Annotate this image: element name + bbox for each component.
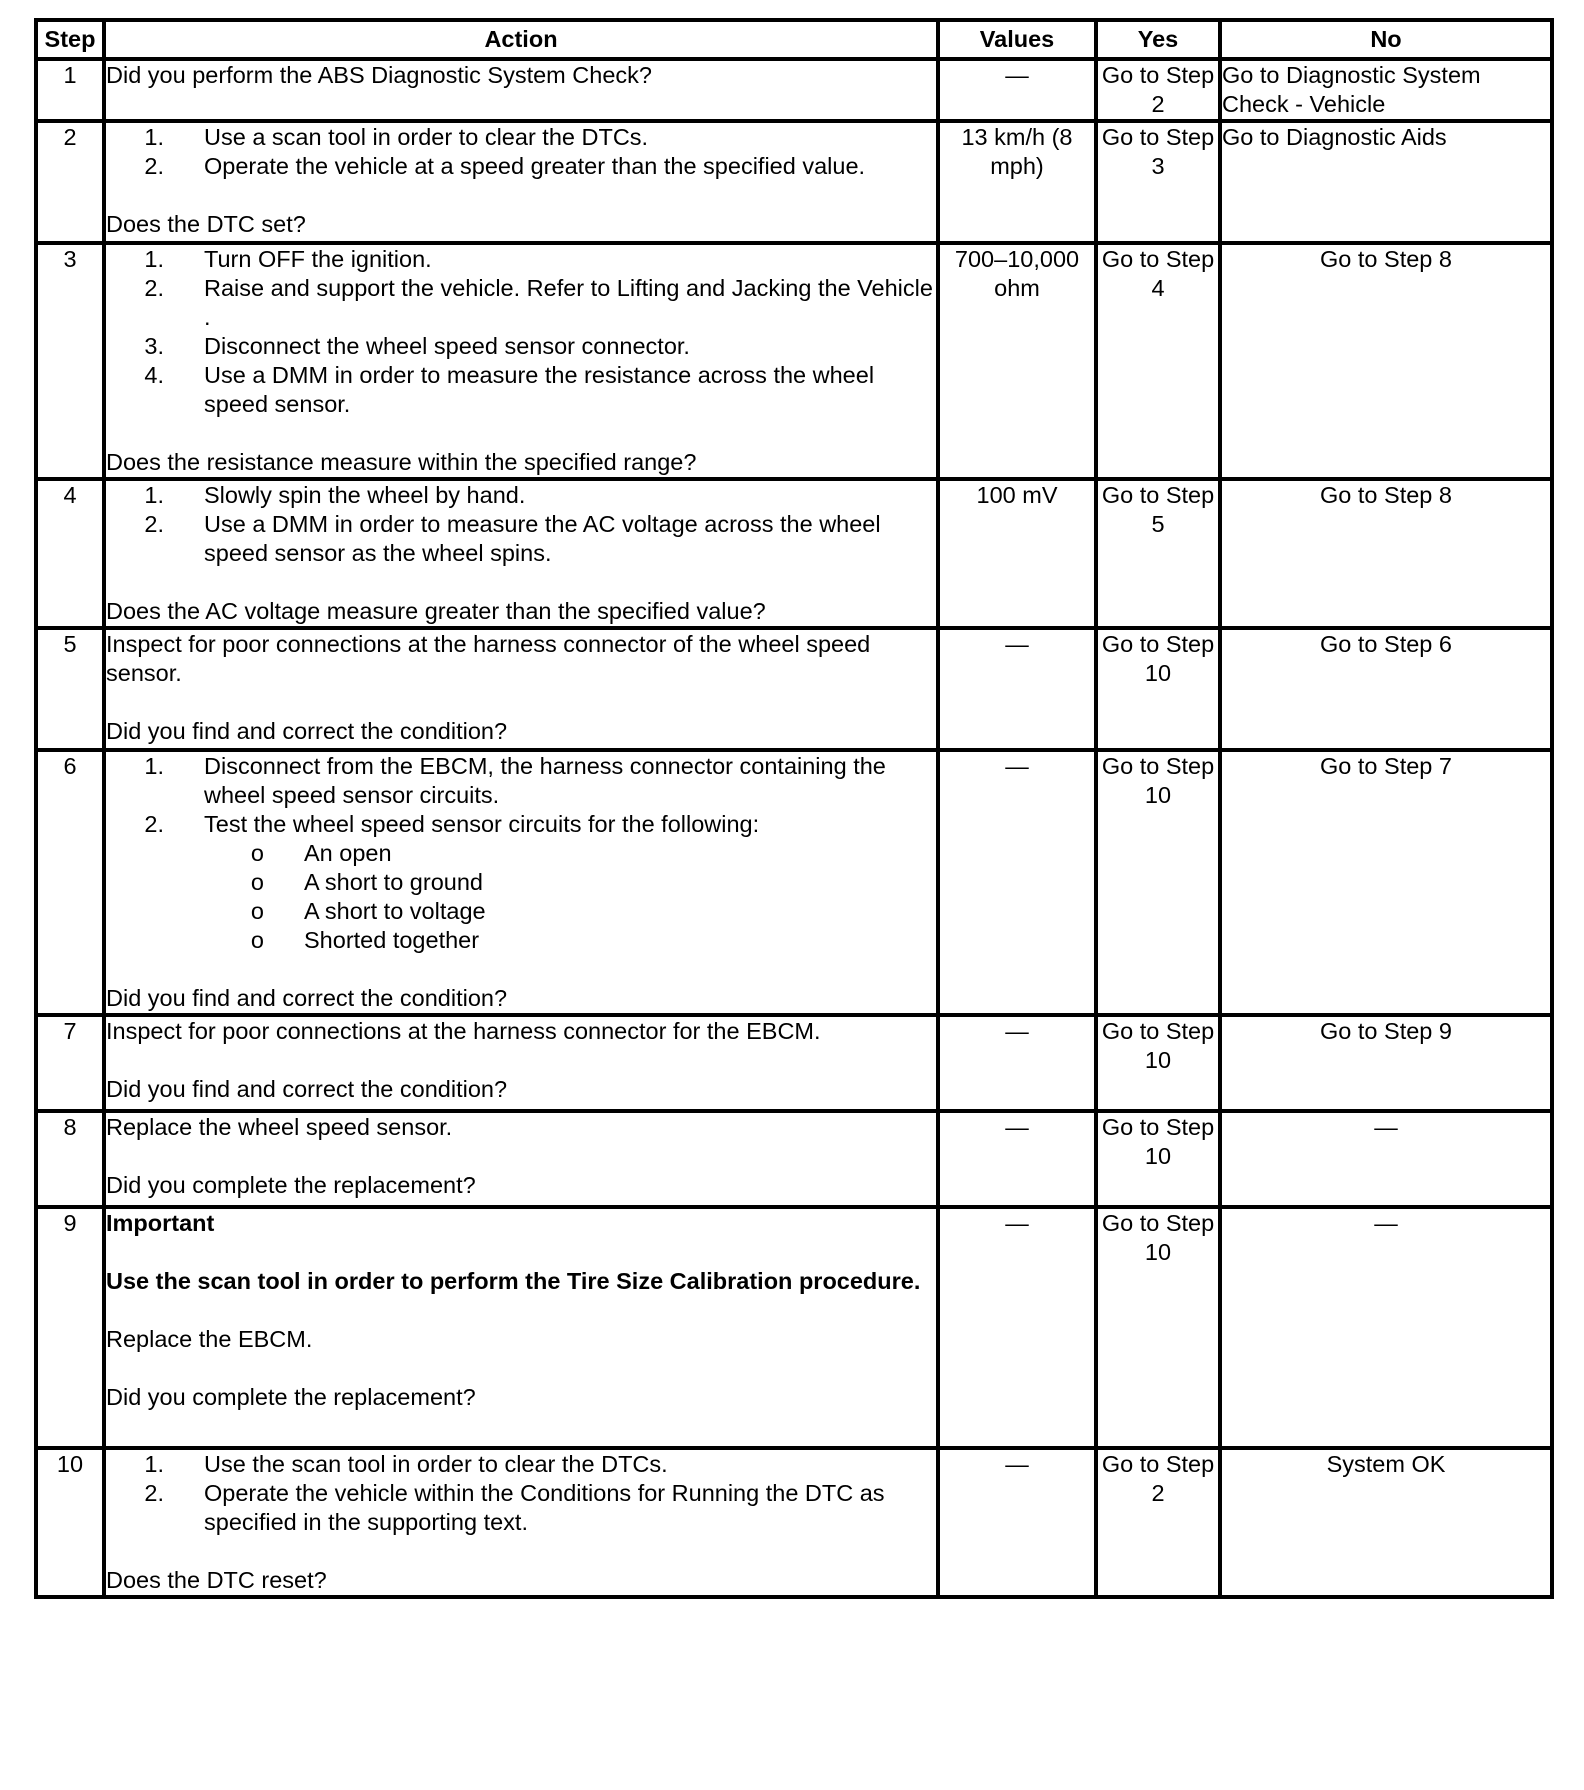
action-cell — [104, 1015, 938, 1111]
question-text: Did you find and correct the condition? — [106, 718, 508, 744]
action-text: Inspect for poor connections at the harness connector of the wheel speed sensor. — [106, 631, 871, 686]
numbered-list — [106, 245, 936, 419]
action-text: Inspect for poor connections at the harness connector for the EBCM. — [106, 1018, 821, 1044]
yes-cell: Go to Step 10 — [1096, 1015, 1220, 1111]
no-cell: Go to Diagnostic Aids — [1220, 121, 1552, 243]
table-row — [36, 628, 1552, 750]
numbered-list — [106, 123, 936, 181]
values-cell: — — [938, 1111, 1096, 1207]
question-text: Does the DTC set? — [106, 211, 306, 237]
step-number: 6 — [36, 750, 104, 1015]
values-cell: — — [938, 1448, 1096, 1597]
yes-cell: Go to Step 10 — [1096, 1111, 1220, 1207]
diagnostic-table — [34, 18, 1554, 1599]
table-row — [36, 243, 1552, 479]
numbered-list — [106, 752, 936, 839]
bullet-list — [106, 839, 936, 955]
step-number: 5 — [36, 628, 104, 750]
values-cell: — — [938, 628, 1096, 750]
important-text: Use the scan tool in order to perform the Tire Size Calibration procedure. — [106, 1268, 921, 1294]
step-number: 9 — [36, 1207, 104, 1448]
yes-cell: Go to Step 5 — [1096, 479, 1220, 628]
step-number: 1 — [36, 59, 104, 121]
list-item: 1. Turn OFF the ignition. — [144, 246, 432, 272]
action-cell — [104, 121, 938, 243]
step-number: 3 — [36, 243, 104, 479]
values-cell: — — [938, 750, 1096, 1015]
step-number: 4 — [36, 479, 104, 628]
action-cell — [104, 1207, 938, 1448]
no-cell: Go to Step 8 — [1220, 243, 1552, 479]
values-cell: 700–10,000 ohm — [938, 243, 1096, 479]
list-item: 2. Operate the vehicle within the Conditions for Running the DTC as specified in the supporting text. — [144, 1480, 885, 1535]
table-row — [36, 59, 1552, 121]
yes-cell: Go to Step 10 — [1096, 750, 1220, 1015]
yes-cell: Go to Step 10 — [1096, 1207, 1220, 1448]
header-no: No — [1220, 20, 1552, 59]
yes-cell: Go to Step 2 — [1096, 59, 1220, 121]
list-item: 1. Slowly spin the wheel by hand. — [144, 482, 526, 508]
action-cell — [104, 628, 938, 750]
yes-cell: Go to Step 10 — [1096, 628, 1220, 750]
question-text: Does the AC voltage measure greater than the specified value? — [106, 598, 766, 624]
question-text: Did you perform the ABS Diagnostic System Check? — [106, 62, 652, 88]
list-item: 1. Use a scan tool in order to clear the DTCs. — [144, 124, 649, 150]
header-step: Step — [36, 20, 104, 59]
table-row — [36, 750, 1552, 1015]
values-cell: — — [938, 1207, 1096, 1448]
no-cell: Go to Diagnostic System Check - Vehicle — [1220, 59, 1552, 121]
yes-cell: Go to Step 2 — [1096, 1448, 1220, 1597]
question-text: Did you complete the replacement? — [106, 1172, 476, 1198]
values-cell: 13 km/h (8 mph) — [938, 121, 1096, 243]
yes-cell: Go to Step 3 — [1096, 121, 1220, 243]
no-cell: Go to Step 9 — [1220, 1015, 1552, 1111]
list-item: 1. Disconnect from the EBCM, the harness connector containing the wheel speed sensor circuits. — [144, 753, 886, 808]
table-row — [36, 479, 1552, 628]
no-cell: Go to Step 7 — [1220, 750, 1552, 1015]
step-number: 2 — [36, 121, 104, 243]
table-row — [36, 121, 1552, 243]
table-row — [36, 1448, 1552, 1597]
action-cell — [104, 479, 938, 628]
important-label: Important — [106, 1210, 215, 1236]
yes-cell: Go to Step 4 — [1096, 243, 1220, 479]
action-cell — [104, 243, 938, 479]
no-cell: System OK — [1220, 1448, 1552, 1597]
list-item: o A short to ground — [250, 869, 483, 895]
values-cell: — — [938, 59, 1096, 121]
table-row — [36, 1111, 1552, 1207]
action-text: Replace the EBCM. — [106, 1326, 313, 1352]
list-item: o A short to voltage — [250, 898, 486, 924]
no-cell: Go to Step 6 — [1220, 628, 1552, 750]
step-number: 8 — [36, 1111, 104, 1207]
header-values: Values — [938, 20, 1096, 59]
action-cell — [104, 1111, 938, 1207]
numbered-list — [106, 1450, 936, 1537]
header-row — [36, 20, 1552, 59]
question-text: Does the DTC reset? — [106, 1567, 327, 1593]
values-cell: 100 mV — [938, 479, 1096, 628]
no-cell: — — [1220, 1111, 1552, 1207]
action-cell — [104, 59, 938, 121]
list-item: o An open — [250, 840, 392, 866]
question-text: Did you find and correct the condition? — [106, 1076, 508, 1102]
action-cell — [104, 1448, 938, 1597]
values-cell: — — [938, 1015, 1096, 1111]
table-row — [36, 1207, 1552, 1448]
step-number: 7 — [36, 1015, 104, 1111]
list-item: 2. Use a DMM in order to measure the AC voltage across the wheel speed sensor as the wheel spins. — [144, 511, 881, 566]
no-cell: — — [1220, 1207, 1552, 1448]
table-row — [36, 1015, 1552, 1111]
list-item: 4. Use a DMM in order to measure the resistance across the wheel speed sensor. — [144, 362, 875, 417]
header-action: Action — [104, 20, 938, 59]
list-item: 1. Use the scan tool in order to clear the DTCs. — [144, 1451, 668, 1477]
question-text: Did you complete the replacement? — [106, 1384, 476, 1410]
list-item: o Shorted together — [250, 927, 480, 953]
list-item: 2. Raise and support the vehicle. Refer to Lifting and Jacking the Vehicle . — [144, 275, 933, 330]
action-cell — [104, 750, 938, 1015]
numbered-list — [106, 481, 936, 568]
list-item: 3. Disconnect the wheel speed sensor connector. — [144, 333, 690, 359]
list-item: 2. Operate the vehicle at a speed greater than the specified value. — [144, 153, 866, 179]
step-number: 10 — [36, 1448, 104, 1597]
no-cell: Go to Step 8 — [1220, 479, 1552, 628]
action-text: Replace the wheel speed sensor. — [106, 1114, 453, 1140]
list-item: 2. Test the wheel speed sensor circuits for the following: — [144, 811, 760, 837]
question-text: Did you find and correct the condition? — [106, 985, 508, 1011]
header-yes: Yes — [1096, 20, 1220, 59]
question-text: Does the resistance measure within the specified range? — [106, 449, 697, 475]
